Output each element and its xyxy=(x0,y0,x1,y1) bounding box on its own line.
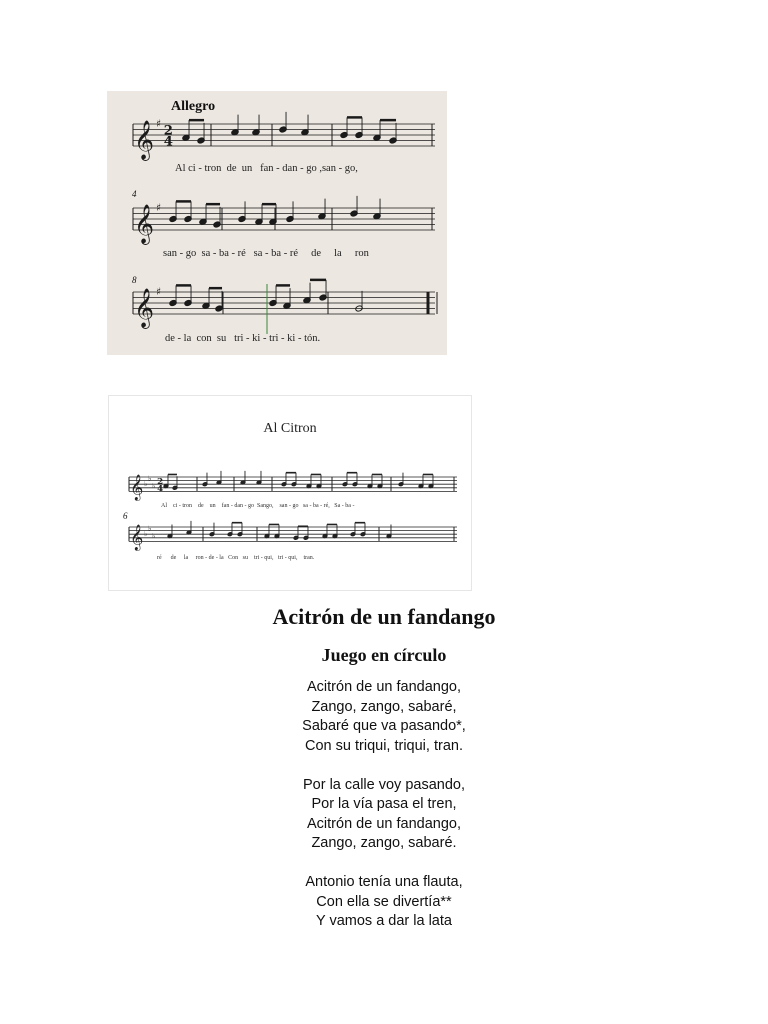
treble-clef-icon: 𝄞 xyxy=(134,119,155,160)
treble-clef-icon: 𝄞 xyxy=(134,203,155,244)
lyric-line: Acitrón de un fandango, xyxy=(307,679,461,695)
score-title: Al Citron xyxy=(263,421,317,436)
lyric-line: Antonio tenía una flauta, xyxy=(305,874,463,890)
lyrics-line: Al ci - tron de un fan - dan - go ,san - go, xyxy=(175,163,358,174)
score-allegro-staves xyxy=(107,91,447,355)
lyric-line: Zango, zango, sabaré, xyxy=(311,698,457,715)
score-al-citron-staves xyxy=(109,396,471,590)
tempo-marking: Allegro xyxy=(171,99,216,114)
time-signature-top: 2 xyxy=(163,123,173,139)
lyric-line: Sabaré que va pasando*, xyxy=(302,718,466,734)
stanza xyxy=(0,678,768,756)
time-signature-bottom: 4 xyxy=(157,484,164,495)
stanza xyxy=(0,776,768,854)
measure-number: 6 xyxy=(123,511,128,521)
sharp-icon: ♯ xyxy=(156,285,162,298)
lyric-line: Por la vía pasa el tren, xyxy=(311,796,457,812)
treble-clef-icon: 𝄞 xyxy=(134,287,155,328)
treble-clef-icon: 𝄞 xyxy=(130,474,144,501)
lyric-line: Con su triqui, triqui, tran. xyxy=(305,737,463,754)
lyric-line: Acitrón de un fandango, xyxy=(307,815,461,832)
sheet-music-allegro xyxy=(107,91,447,355)
sharp-icon: ♯ xyxy=(156,117,162,130)
flat-icon: ♭ xyxy=(152,481,156,490)
lyrics-line: de - la con su tri - ki - tri - ki - tón. xyxy=(165,333,321,344)
sharp-icon: ♯ xyxy=(156,201,162,214)
flat-icon: ♭ xyxy=(152,531,156,540)
measure-number: 8 xyxy=(132,275,137,285)
flat-icon: ♭ xyxy=(148,524,152,533)
song-title: Acitrón de un fandango xyxy=(272,604,496,629)
time-signature-bottom: 4 xyxy=(163,134,173,150)
lyric-line: Con ella se divertía** xyxy=(316,893,452,910)
flat-icon: ♭ xyxy=(144,530,148,538)
lyrics-line: Al ci - tron de un fan - dan - go Sango, san - go sa - ba - ré, Sa - ba - xyxy=(161,503,355,509)
lyrics-line: san - go sa - ba - ré sa - ba - ré de la ron xyxy=(163,248,369,259)
measure-number: 4 xyxy=(132,189,137,199)
sheet-music-al-citron xyxy=(108,395,472,591)
lyric-line: Y vamos a dar la lata xyxy=(316,913,452,929)
time-signature-top: 2 xyxy=(157,476,164,487)
lyrics-line: ré de la ron - de - la Con su tri - qui, tri - qui, tran. xyxy=(157,555,315,561)
lyric-line: Zango, zango, sabaré. xyxy=(311,835,457,851)
flat-icon: ♭ xyxy=(148,474,152,483)
treble-clef-icon: 𝄞 xyxy=(130,524,144,551)
flat-icon: ♭ xyxy=(144,480,148,488)
song-lyrics xyxy=(0,678,768,951)
lyric-line: Por la calle voy pasando, xyxy=(302,776,465,793)
song-subtitle: Juego en círculo xyxy=(321,645,447,665)
stanza xyxy=(0,873,768,932)
